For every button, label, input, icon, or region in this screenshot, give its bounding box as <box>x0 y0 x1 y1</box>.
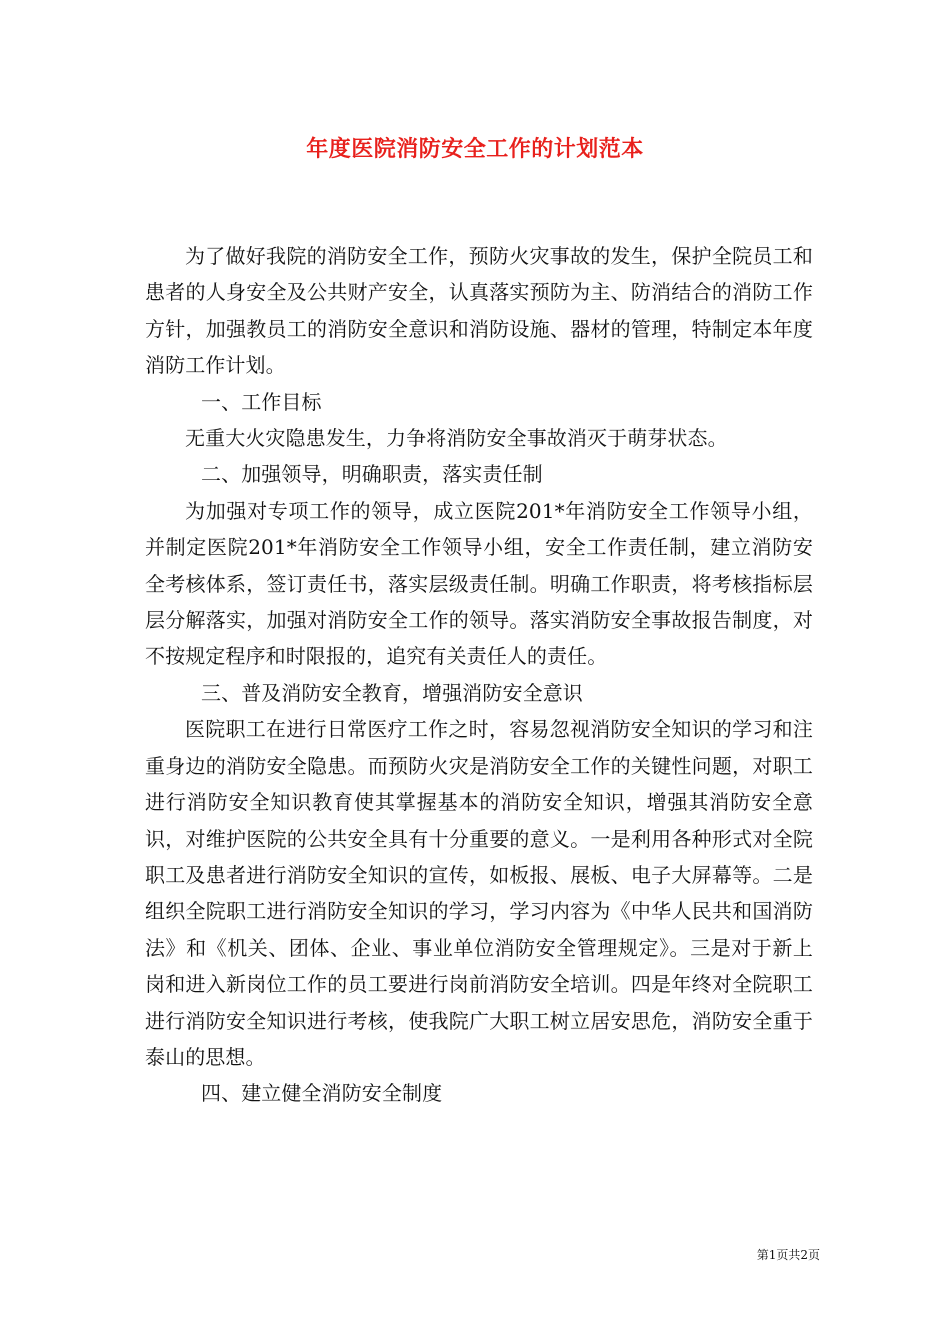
section-heading-4: 四、建立健全消防安全制度 <box>201 1081 443 1106</box>
paragraph-intro: 为了做好我院的消防安全工作，预防火灾事故的发生，保护全院员工和患者的人身安全及公共财产安全，认真落实预防为主、防消结合的消防工作方针，加强教员工的消防安全意识和消防设施、器材的管理，特制定本年度消防工作计划。 <box>145 244 813 378</box>
section-heading-2: 二、加强领导，明确职责，落实责任制 <box>201 462 543 487</box>
document-body <box>145 238 813 1112</box>
document-title: 年度医院消防安全工作的计划范本 <box>306 136 644 162</box>
section-heading-1: 一、工作目标 <box>201 389 322 414</box>
section-heading-3: 三、普及消防安全教育，增强消防安全意识 <box>201 680 583 705</box>
paragraph-leadership: 为加强对专项工作的领导，成立医院201*年消防安全工作领导小组，并制定医院201*年消防安全工作领导小组，安全工作责任制，建立消防安全考核体系，签订责任书，落实层级责任制。明确工作职责，将考核指标层层分解落实，加强对消防安全工作的领导。落实消防安全事故报告制度，对不按规定程序和时限报的，追究有关责任人的责任。 <box>145 498 813 669</box>
paragraph-education: 医院职工在进行日常医疗工作之时，容易忽视消防安全知识的学习和注重身边的消防安全隐患。而预防火灾是消防安全工作的关键性问题，对职工进行消防安全知识教育使其掌握基本的消防安全知识，增强其消防安全意识，对维护医院的公共安全具有十分重要的意义。一是利用各种形式对全院职工及患者进行消防安全知识的宣传，如板报、展板、电子大屏幕等。二是组织全院职工进行消防安全知识的学习，学习内容为《中华人民共和国消防法》和《机关、团体、企业、事业单位消防安全管理规定》。三是对于新上岗和进入新岗位工作的员工要进行岗前消防安全培训。四是年终对全院职工进行消防安全知识进行考核，使我院广大职工树立居安思危，消防安全重于泰山的思想。 <box>145 717 813 1069</box>
page-number: 第1页共2页 <box>756 1248 820 1262</box>
paragraph-goal: 无重大火灾隐患发生，力争将消防安全事故消灭于萌芽状态。 <box>185 426 728 451</box>
